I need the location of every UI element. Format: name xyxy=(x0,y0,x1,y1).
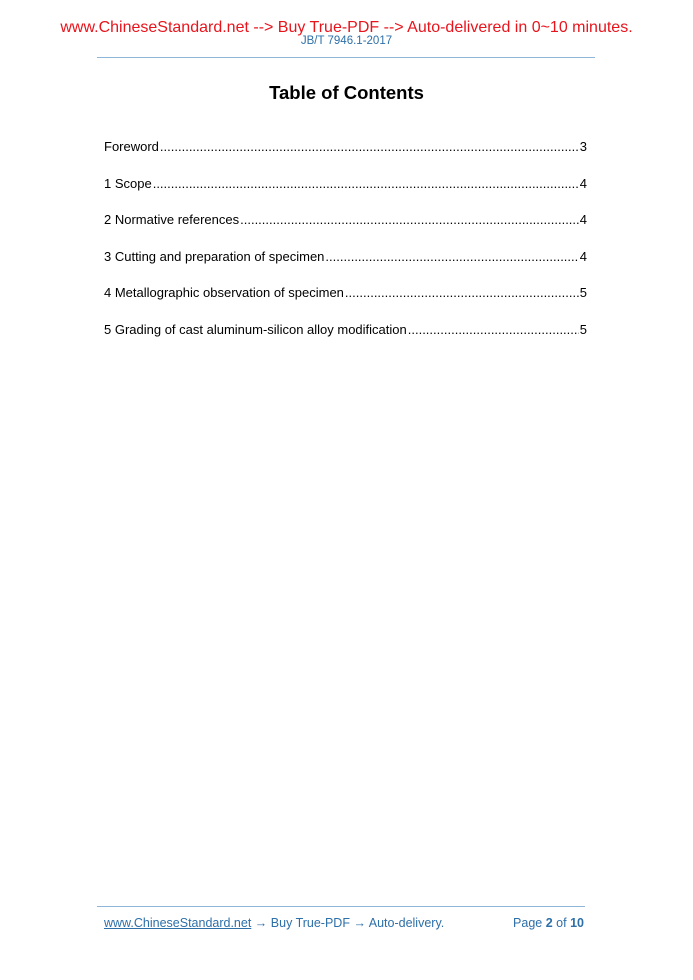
toc-dot-leader xyxy=(160,138,579,156)
toc-page-number: 4 xyxy=(579,248,587,264)
toc-entry-normative-references[interactable] xyxy=(104,211,587,248)
page-of-label: of xyxy=(556,916,567,930)
footer-site-link[interactable]: www.ChineseStandard.net xyxy=(104,916,252,930)
footer-buy-text: Buy True-PDF xyxy=(270,916,350,930)
page-label: Page xyxy=(513,916,543,930)
toc-entry-title: 5 Grading of cast aluminum-silicon alloy modification xyxy=(104,321,407,337)
page-footer xyxy=(104,915,584,931)
page-total: 10 xyxy=(570,916,584,930)
toc-dot-leader xyxy=(153,175,579,193)
toc-entry-title: Foreword xyxy=(104,139,159,154)
page-current: 2 xyxy=(545,916,553,930)
toc-entry-grading[interactable] xyxy=(104,321,587,358)
toc-entry-foreword[interactable] xyxy=(104,138,587,175)
footer-left xyxy=(104,915,444,931)
toc-page-number: 5 xyxy=(579,321,587,337)
toc-dot-leader xyxy=(240,211,579,229)
toc-page-number: 5 xyxy=(579,285,587,300)
table-of-contents xyxy=(104,138,587,357)
page-title: Table of Contents xyxy=(269,82,424,103)
toc-entry-title: 3 Cutting and preparation of specimen xyxy=(104,248,325,264)
arrow-right-icon: → xyxy=(353,916,366,930)
toc-entry-title: 1 Scope xyxy=(104,175,152,191)
toc-page-number: 3 xyxy=(579,139,587,154)
toc-page-number: 4 xyxy=(579,175,587,191)
toc-entry-scope[interactable] xyxy=(104,175,587,212)
toc-page-number: 4 xyxy=(579,212,587,227)
toc-entry-cutting-preparation[interactable] xyxy=(104,248,587,285)
header-divider xyxy=(97,57,595,58)
arrow-right-icon: → xyxy=(254,916,268,930)
toc-entry-title: 2 Normative references xyxy=(104,212,240,227)
page-indicator xyxy=(513,915,584,931)
footer-divider xyxy=(97,906,585,907)
toc-dot-leader xyxy=(408,321,579,339)
toc-dot-leader xyxy=(325,248,578,266)
promo-banner[interactable]: www.ChineseStandard.net --> Buy True-PDF --> Auto-delivered in 0~10 minutes. xyxy=(60,19,633,36)
toc-entry-title: 4 Metallographic observation of specimen xyxy=(104,285,344,300)
footer-delivery-text: Auto-delivery. xyxy=(368,916,445,930)
toc-dot-leader xyxy=(345,284,579,302)
document-code: JB/T 7946.1-2017 xyxy=(300,35,393,47)
toc-entry-metallographic-observation[interactable] xyxy=(104,284,587,321)
